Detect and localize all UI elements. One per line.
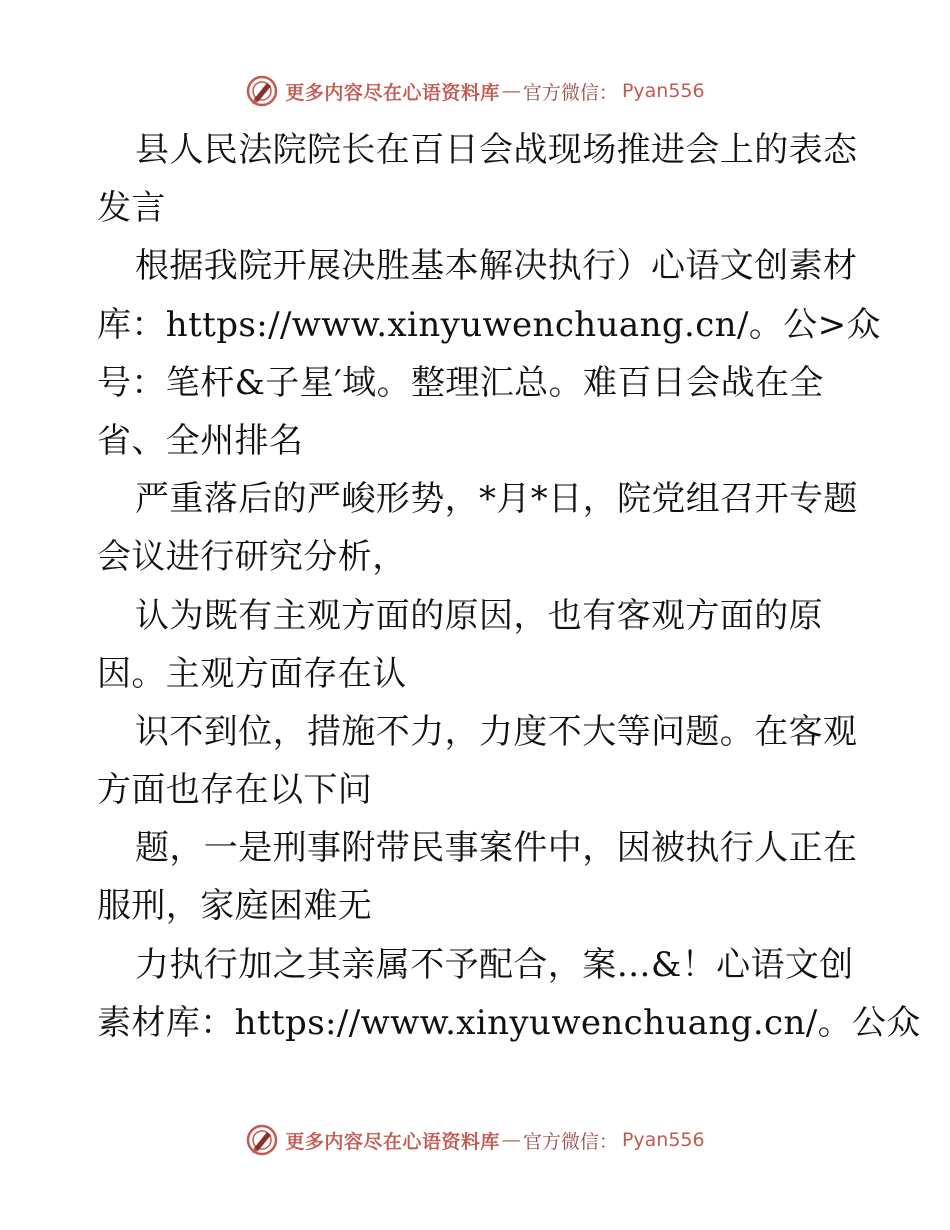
doc-line: 识不到位，措施不力，力度不大等问题。在客观 [135, 711, 858, 752]
doc-line: 县人民法院院长在百日会战现场推进会上的表态 [135, 130, 858, 170]
doc-line: 发言 [97, 188, 166, 229]
doc-line: 号：笔杆&子星′域。整理汇总。难百日会战在全 [97, 362, 824, 403]
doc-line: 力执行加之其亲属不予配合，案…&！心语文创 [135, 944, 854, 985]
banner-wechat-id: Pyan556 [621, 1129, 705, 1151]
banner-separator: — [501, 1129, 521, 1151]
footer-banner [0, 1120, 950, 1160]
banner-separator: — [501, 80, 521, 102]
banner-wechat-label: 官方微信： [522, 81, 618, 104]
doc-line: 会议进行研究分析， [97, 537, 407, 578]
banner-slogan: 更多内容尽在心语资料库 [285, 81, 500, 104]
doc-line: 因。主观方面存在认 [97, 653, 407, 694]
doc-line: 库：https://www.xinyuwenchuang.cn/。公>众 [97, 304, 881, 345]
banner-slogan: 更多内容尽在心语资料库 [285, 1130, 500, 1153]
doc-line: 认为既有主观方面的原因，也有客观方面的原 [135, 595, 823, 636]
doc-line: 方面也存在以下问 [97, 770, 373, 811]
doc-line: 服刑，家庭困难无 [97, 886, 373, 927]
doc-line: 省、全州排名 [97, 420, 304, 461]
doc-line: 题，一是刑事附带民事案件中，因被执行人正在 [135, 828, 858, 869]
doc-line: 严重落后的严峻形势，*月*日，院党组召开专题 [135, 479, 858, 520]
banner-wechat-label: 官方微信： [522, 1130, 618, 1153]
pen-logo-icon [245, 74, 279, 108]
doc-line: 素材库：https://www.xinyuwenchuang.cn/。公众 [97, 1002, 921, 1043]
doc-line: 根据我院开展决胜基本解决执行）心语文创素材 [135, 246, 858, 287]
pen-logo-icon [245, 1123, 279, 1157]
banner-wechat-id: Pyan556 [621, 80, 705, 102]
header-banner [0, 71, 950, 111]
document-body [97, 121, 921, 1052]
